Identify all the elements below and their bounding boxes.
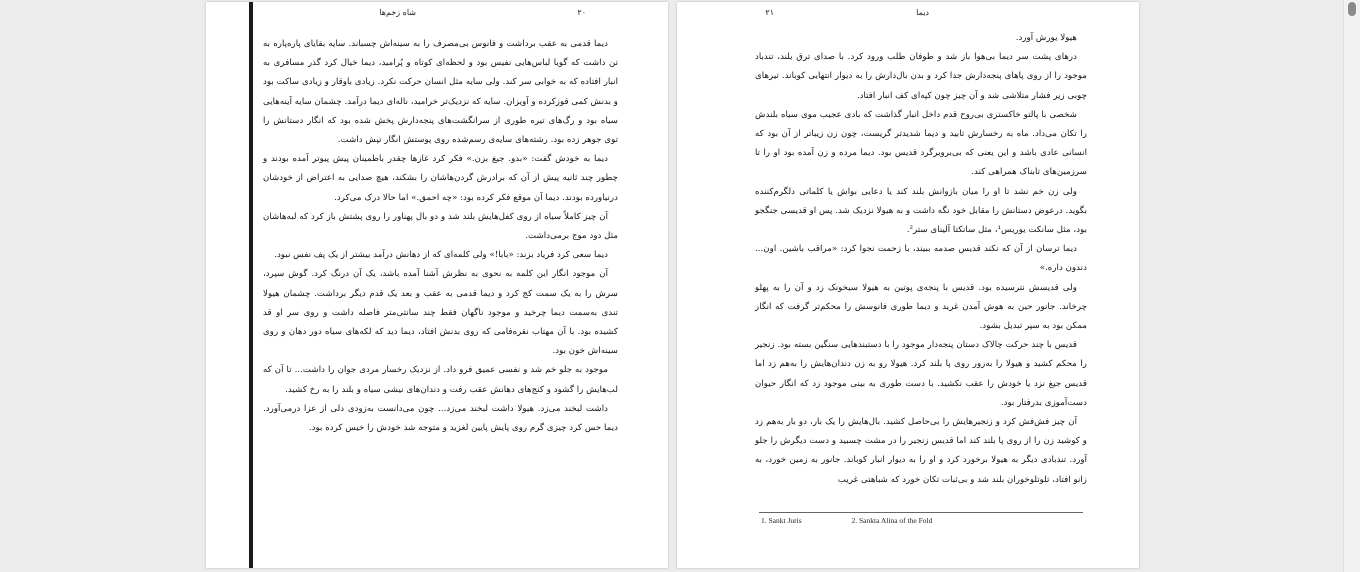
footnotes <box>761 516 980 525</box>
vertical-scrollbar[interactable] <box>1343 0 1360 572</box>
footnote: 1. Sankt Juris <box>761 516 802 525</box>
paragraph: آن چیز فش‌فش کرد و زنجیرهایش را بی‌حاصل کشید. بال‌هایش را یک بار، دو بار به‌هم زد و کوشید زن را از روی پا بلند کند اما قدیس زنجیر را در مشت چسبید و دست دیگرش را جلو آورد. تندبادی دیگر به هیولا برخورد کرد و او را به دیوار انبار کوباند. جانور به زمین خورد، به زانو افتاد، تلوتلوخوران بلند شد و بی‌ثبات تکان خورد که شباهتی غریب <box>755 417 1087 485</box>
running-head: شاه زخم‌ها <box>379 8 416 17</box>
book-page-left <box>206 2 668 568</box>
paragraph: دیما سعی کرد فریاد بزند: «بابا!» ولی کلمه‌ای که از دهانش درآمد بیشتر از یک پف نفس نبود. <box>274 250 608 261</box>
paragraph: ولی قدیسش نترسیده بود. قدیس با پنجه‌ی پوتین به هیولا سیخونک زد و آن را به پهلو چرخاند. جانور حین به هوش آمدن غرید و دیما طوری فانوسش را محکم‌تر گرفت که انگار ممکن بود به سپر تبدیل بشود. <box>755 282 1087 332</box>
paragraph: ولی زن خم نشد تا او را میان بازوانش بلند کند یا دعایی بواش یا کلماتی دلگرم‌کننده بگوید. درعوض دستانش را مقابل خود نگه داشت و به هیولا نزدیک شد. پس او قدیسی جنگجو بود، مثل سانکت یوریس¹، مثل سانکتا آلینای ستر². <box>755 186 1087 236</box>
paragraph: دیما قدمی به عقب برداشت و فانوس بی‌مصرف را به سینه‌اش چسباند. سایه بقایای پاره‌پاره به تن داشت که گویا لباس‌هایی نفیس بود و لحظه‌ای کوتاه و پُرامید، دیما خیال کرد گذر مسافری به انبار افتاده که به خوابی سر کند. ولی سایه مثل انسان حرکت نکرد. زیادی باوقار و زیادی ساکت بود و بدنش کمی قوزکرده و آویزان. سایه که نزدیک‌تر خرامید، ناله‌ای دیما درآمد. چشمان سایه آینه‌هایی سیاه بود و رگ‌های تیره طوری از سرانگشت‌های پنجه‌دارش پخش شده بود که انگار دستانش را توی جوهر زده بود. رشته‌های سایه‌ی رسم‌شده روی پوستش انگار تپش داشت. <box>263 39 618 146</box>
paragraph: داشت لبخند می‌زد. هیولا داشت لبخند می‌زد... چون می‌دانست به‌زودی دلی از عزا درمی‌آورد. دیما حس کرد چیزی گرم روی پایش پایین لغزید و متوجه شد خودش را خیس کرده بود. <box>263 403 618 434</box>
footnote: 2. Sankta Alina of the Fold <box>851 516 933 525</box>
paragraph: قدیس با چند حرکت چالاک دستان پنجه‌دار موجود را با دستبندهایی سنگین بسته بود. زنجیر را محکم کشید و هیولا را به‌زور روی پا بلند کرد. هیولا رو به زن دندان‌هایش را به‌هم زد اما قدیس جیغ نزد یا خودش را عقب نکشید. با دست طوری به بینی موجود زد که انگار حیوان دست‌آموزی بدرفتار بود. <box>755 340 1087 408</box>
page-body <box>263 35 618 438</box>
paragraph: دیما ترسان از آن که نکند قدیس صدمه ببیند، با زحمت نجوا کرد: «مراقب باشین. اون... دندون داره.» <box>755 244 1087 274</box>
footnote-divider <box>759 512 1083 513</box>
book-page-right <box>677 2 1139 568</box>
paragraph: هیولا یورش آورد. <box>1015 33 1077 43</box>
paragraph: موجود به جلو خم شد و نفسی عمیق فرو داد. از نزدیک رخسار مردی جوان را داشت... تا آن که لب‌هایش را گشود و کنج‌های دهانش عقب رفت و دندان‌های نیشی سیاه و بلند را به رخ کشید. <box>263 365 618 395</box>
running-head: دیما <box>916 8 929 17</box>
page-body <box>755 29 1087 490</box>
paragraph: شخصی با پالتو خاکستری بی‌روح قدم داخل انبار گذاشت که بادی عجیب موی سیاه بلندش را تکان می‌داد. ماه به رخسارش تابید و دیما شدیدتر گریست، چون زن زیباتر از آن بود که انسانی عادی باشد و این یعنی که بی‌بروبرگرد قدیس بود. دیما مرده و زن آمده بود او را تا سرزمین‌های تابناک همراهی کند. <box>755 109 1087 178</box>
book-spine-shadow <box>249 2 253 568</box>
paragraph: دیما به خودش گفت: «بدو. جیغ بزن.» فکر کرد غازها چقدر باطمینان پیش پیوتر آمده بودند و چطور چند ثانیه پیش از آن که برادرش گردن‌هاشان را بشکند، هیچ صدایی به اعتراض از خودشان درنیاورده بودند. دیما آن موقع فکر کرده بود: «چه احمق.» اما حالا درک می‌کرد. <box>263 154 618 203</box>
scrollbar-thumb[interactable] <box>1348 2 1356 16</box>
paragraph: آن چیز کاملاً سیاه از روی کفل‌هایش بلند شد و دو بال پهناور را روی پشتش باز کرد که لبه‌هاشان مثل دود موج برمی‌داشت. <box>263 211 618 242</box>
paragraph: آن موجود انگار این کلمه به نحوی به نظرش آشنا آمده باشد، یک آن درنگ کرد. گوش سپرد، سرش را به یک سمت کج کرد و دیما قدمی به عقب و بعد یک قدم دیگر برداشت. چشمان هیولا تندی به‌سمت دیما چرخید و موجود ناگهان فقط چند سانتی‌متر فاصله داشت و روی سر او قد کشیده بود. با آن مهتاب نقره‌فامی که روی بدنش افتاد، دیما دید که لکه‌های سیاه دور دهان و روی سینه‌اش خون بود. <box>263 269 618 357</box>
paragraph: درهای پشت سر دیما بی‌هوا باز شد و طوفان طلب ورود کرد. با صدای ترق بلند، تندباد موجود را از روی پاهای پنجه‌دارش جدا کرد و بدن بال‌دارش را به دیوار انتهایی کوباند. تیرهای چوبی زیر فشار متلاشی شد و آن چیز چون کپه‌ای کف انبار افتاد. <box>755 52 1087 101</box>
page-number: ۲۱ <box>765 8 774 17</box>
page-number: ۲۰ <box>577 8 586 17</box>
